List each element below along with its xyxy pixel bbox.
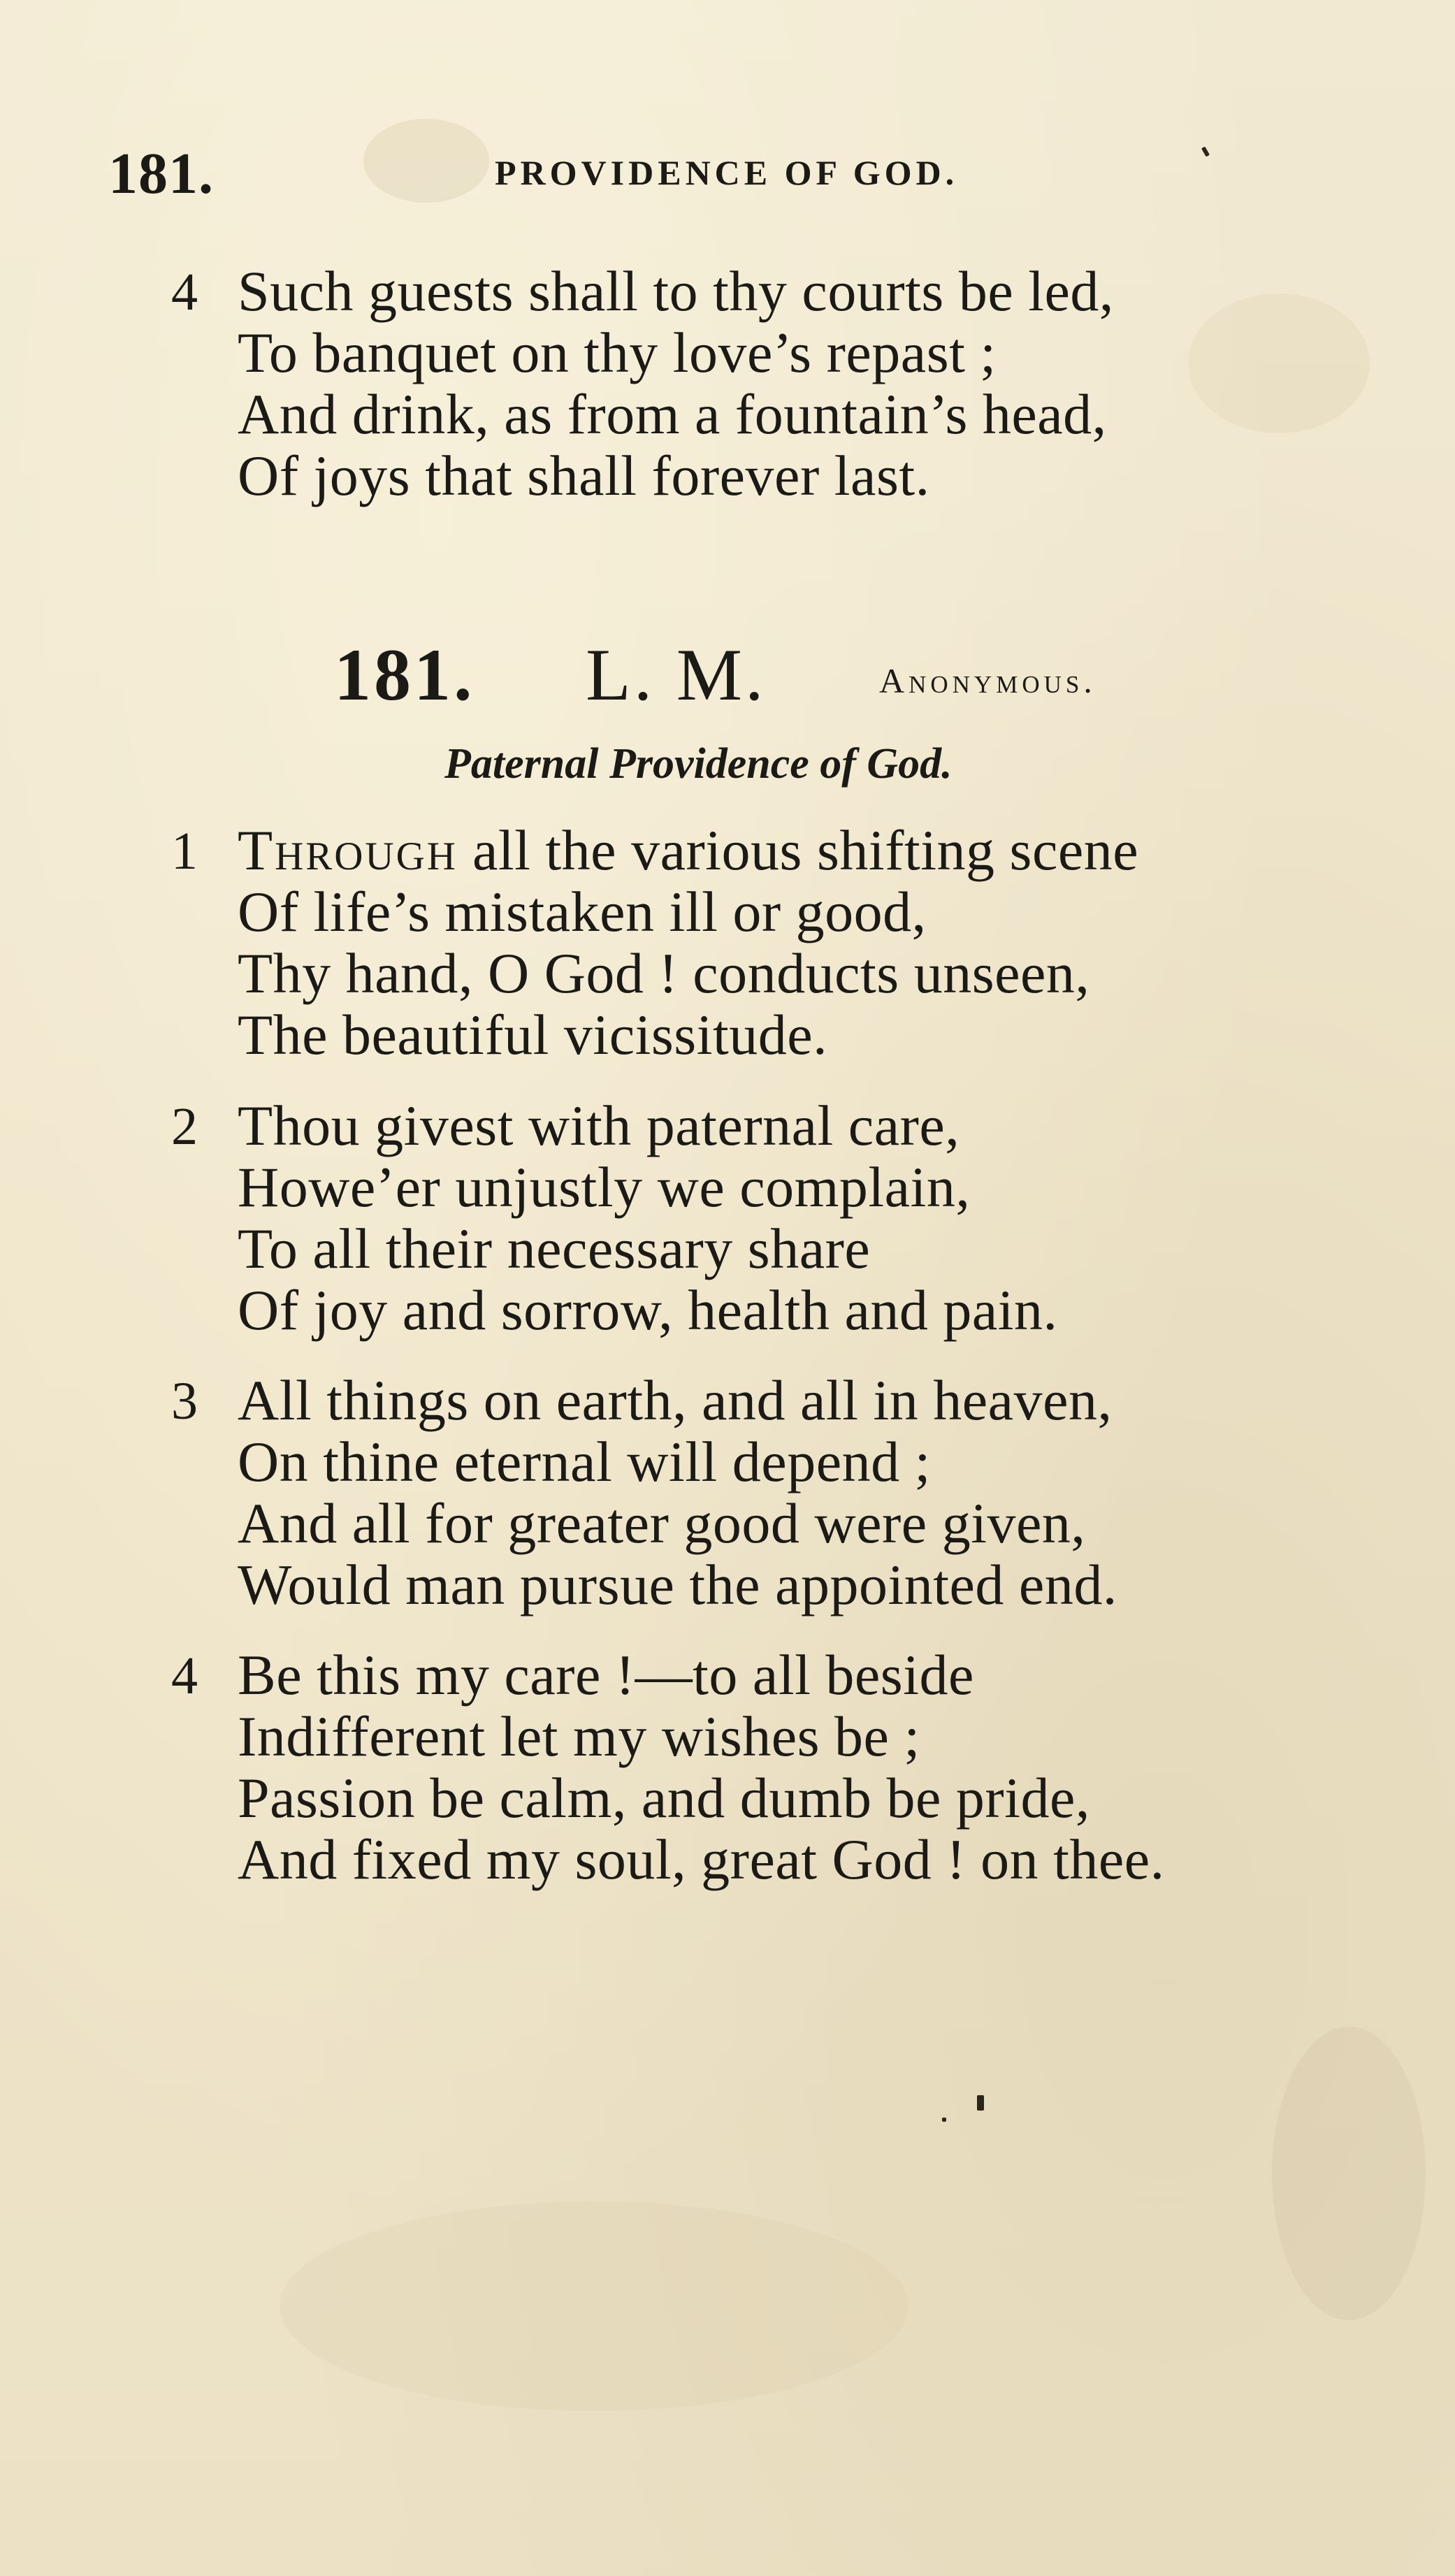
- verse-line: To banquet on thy love’s repast ;: [238, 321, 997, 384]
- ink-speck: [942, 2118, 946, 2122]
- verse-line: Such guests shall to thy courts be led,: [238, 259, 1114, 323]
- verse-line: Be this my care !—to all beside: [238, 1643, 974, 1707]
- verse-line: Thou givest with paternal care,: [238, 1094, 960, 1157]
- verse-line: Howe’er unjustly we complain,: [238, 1155, 971, 1219]
- verse-line: Of life’s mistaken ill or good,: [238, 880, 927, 943]
- hymn-subtitle: Paternal Providence of God.: [444, 740, 953, 788]
- verse-line: Would man pursue the appointed end.: [238, 1553, 1117, 1616]
- paper-stain: [1272, 2027, 1426, 2320]
- hymn-number: 181.: [334, 634, 475, 716]
- verse-line: Thy hand, O God ! conducts unseen,: [238, 941, 1090, 1005]
- stanza-number: 4: [171, 1647, 198, 1705]
- verse-line: And drink, as from a fountain’s head,: [238, 382, 1107, 446]
- stanza-number: 3: [171, 1372, 198, 1431]
- verse-line: Indifferent let my wishes be ;: [238, 1705, 920, 1768]
- page-number: 181.: [108, 141, 214, 206]
- verse-line: Of joys that shall forever last.: [238, 444, 930, 507]
- paper-stain: [1188, 294, 1370, 433]
- verse-line: All things on earth, and all in heaven,: [238, 1368, 1113, 1432]
- first-line-rest: all the various shifting scene: [457, 818, 1139, 882]
- paper-stain: [363, 119, 489, 203]
- verse-line: Of joy and sorrow, health and pain.: [238, 1278, 1058, 1342]
- verse-line: [238, 818, 1138, 883]
- verse-line: Passion be calm, and dumb be pride,: [238, 1766, 1090, 1830]
- running-title: PROVIDENCE OF GOD.: [495, 153, 959, 192]
- verse-line: To all their necessary share: [238, 1217, 871, 1280]
- stanza-number: 1: [171, 822, 198, 881]
- paper-stain: [280, 2201, 909, 2411]
- first-word: Through: [238, 818, 458, 882]
- verse-line: And all for greater good were given,: [238, 1491, 1086, 1555]
- stanza-number: 2: [171, 1097, 198, 1156]
- stanza-number: 4: [171, 263, 198, 321]
- hymn-meter: L. M.: [586, 634, 767, 716]
- hymn-author: Anonymous.: [879, 661, 1096, 700]
- verse-line: And fixed my soul, great God ! on thee.: [238, 1828, 1165, 1891]
- ink-speck: [1201, 146, 1210, 157]
- ink-speck: [977, 2095, 984, 2111]
- verse-line: On thine eternal will depend ;: [238, 1430, 931, 1493]
- verse-line: The beautiful vicissitude.: [238, 1003, 828, 1066]
